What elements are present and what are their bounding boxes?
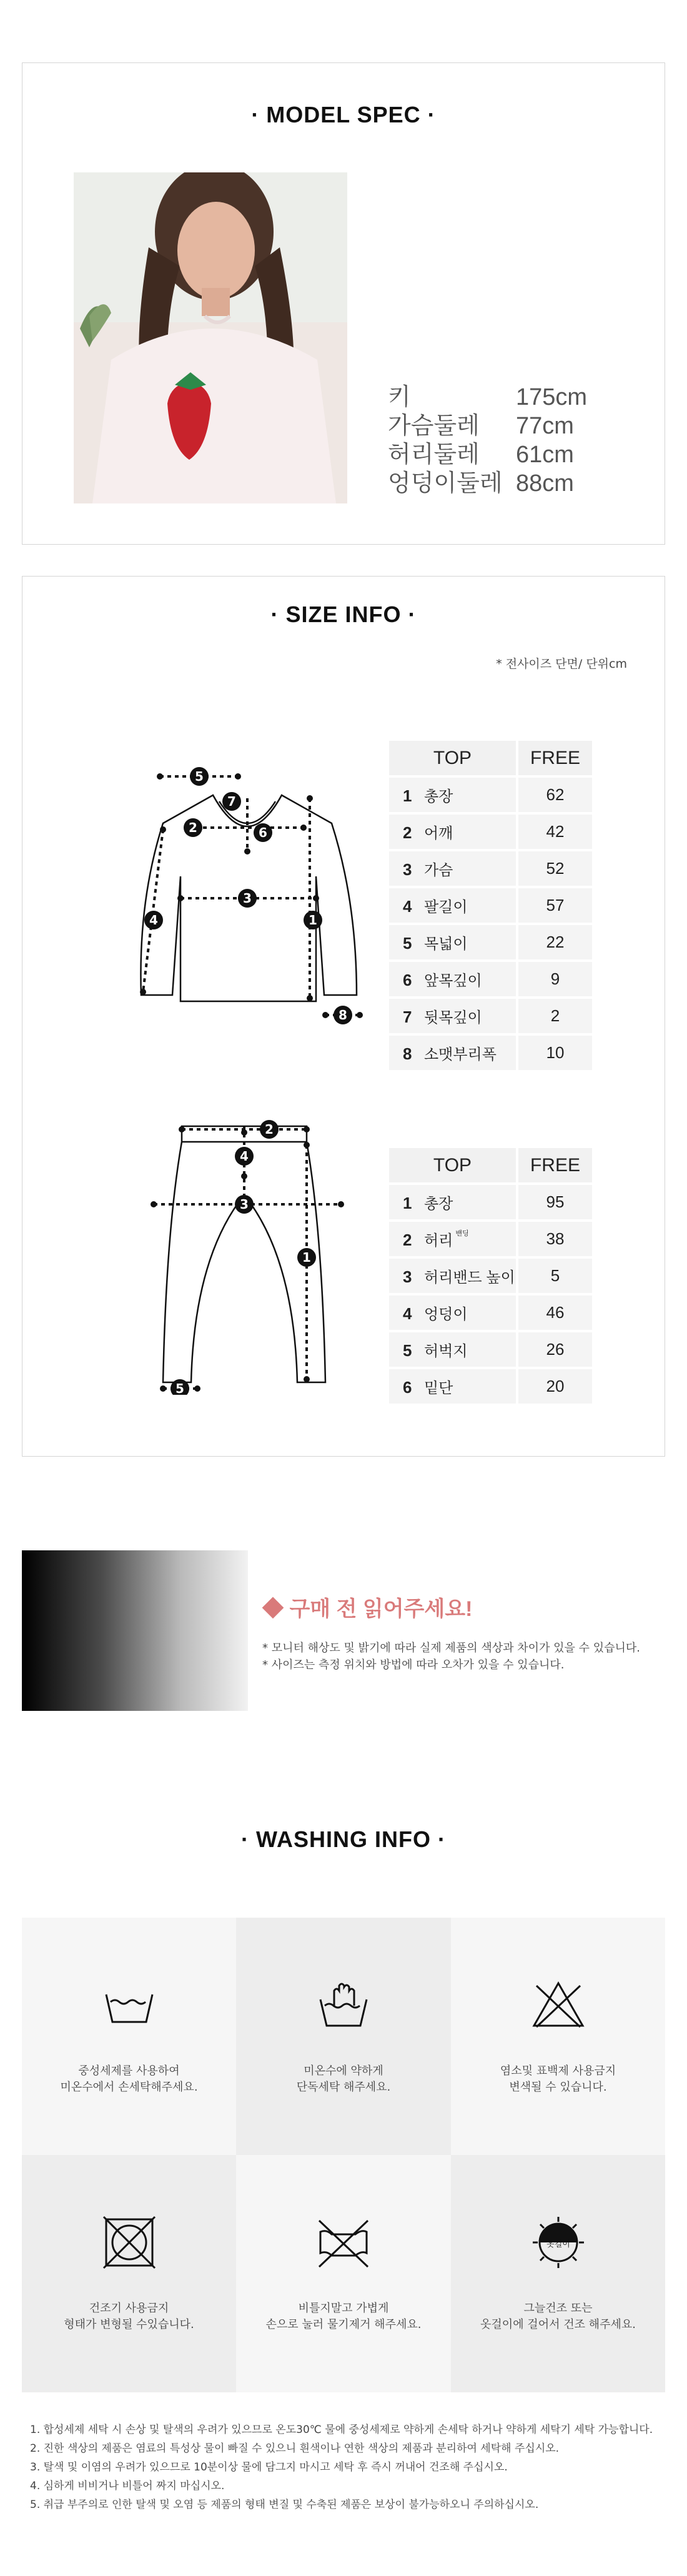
row-label: 허벅지 — [424, 1343, 468, 1360]
table-row — [389, 961, 592, 998]
diagram-number-8: 8 — [339, 1008, 347, 1023]
spec-value: 61cm — [516, 442, 574, 468]
no-wring-icon — [315, 2214, 372, 2271]
hand-wash-icon — [315, 1977, 372, 2033]
row-label: 뒷목깊이 — [424, 1009, 482, 1026]
shade-dry-icon — [530, 2214, 586, 2271]
row-number: 2 — [403, 823, 412, 842]
row-value: 5 — [517, 1257, 592, 1294]
row-label: 총장 — [424, 788, 453, 805]
table-row — [389, 998, 592, 1034]
diagram-number-7: 7 — [227, 794, 236, 809]
size-info-section — [22, 576, 665, 1457]
spec-row-height — [388, 383, 587, 412]
diagram-number-5: 5 — [195, 769, 204, 784]
row-number: 7 — [403, 1008, 412, 1026]
row-number: 3 — [403, 860, 412, 879]
spec-label: 엉덩이둘레 — [388, 470, 503, 497]
wash-cell — [236, 1918, 451, 2155]
wash-text: 중성세제를 사용하여 미온수에서 손세탁해주세요. — [60, 2064, 198, 2094]
footnote-line: 2. 진한 색상의 제품은 염료의 특성상 물이 빠질 수 있으니 흰색이나 연한 색상의 제품과 분리하여 세탁해 주십시오. — [30, 2442, 560, 2455]
diagram-number-4: 4 — [149, 913, 158, 928]
bottom-size-table — [389, 1148, 592, 1406]
unit-note: * 전사이즈 단면/ 단위cm — [496, 657, 627, 671]
shade-dry-icon-label: 옷걸이 — [546, 2240, 570, 2249]
wash-text: 미온수에 약하게 단독세탁 해주세요. — [296, 2064, 391, 2094]
wash-text: 비틀지말고 가볍게 손으로 눌러 물기제거 해주세요. — [265, 2302, 422, 2331]
table-row — [389, 850, 592, 887]
spec-label: 키 — [388, 384, 411, 410]
notice-lines — [262, 1640, 640, 1673]
table-row — [389, 1221, 592, 1257]
footnote-line: 1. 합성세제 세탁 시 손상 및 탈색의 우려가 있으므로 온도30℃ 물에 중성세제로 약하게 손세탁 하거나 약하게 세탁기 세탁 가능합니다. — [30, 2424, 653, 2436]
wash-cell — [22, 2155, 236, 2392]
washing-footnotes — [30, 2420, 653, 2514]
table-row — [389, 1331, 592, 1368]
size-info-title: · SIZE INFO · — [270, 602, 417, 627]
row-number: 5 — [403, 1341, 412, 1360]
spec-row-waist — [388, 440, 587, 469]
spec-label: 허리둘레 — [388, 442, 480, 468]
pants-number-5: 5 — [175, 1381, 184, 1395]
row-label: 총장 — [424, 1196, 453, 1212]
footnote-line: 5. 취급 부주의로 인한 탈색 및 오염 등 제품의 형태 변질 및 수축된 제품은 보상이 불가능하오니 주의하십시오. — [30, 2499, 539, 2511]
wash-cell — [451, 2155, 665, 2392]
spec-value: 77cm — [516, 413, 574, 439]
table-row — [389, 1184, 592, 1221]
row-number: 3 — [403, 1267, 412, 1286]
color-gradient-bar — [22, 1550, 248, 1711]
row-label: 앞목깊이 — [424, 973, 482, 989]
footnote-line: 4. 심하게 비비거나 비틀어 짜지 마십시오. — [30, 2480, 225, 2492]
wash-text: 염소및 표백제 사용금지 변색될 수 있습니다. — [500, 2064, 616, 2094]
table-header-free: FREE — [517, 1148, 592, 1184]
diagram-number-3: 3 — [243, 891, 252, 906]
model-spec-section — [22, 62, 665, 545]
row-number: 8 — [403, 1044, 412, 1063]
row-label: 어깨 — [424, 825, 453, 842]
diagram-number-2: 2 — [189, 820, 197, 835]
row-number: 5 — [403, 934, 412, 953]
row-value: 52 — [517, 850, 592, 887]
row-value: 2 — [517, 998, 592, 1034]
notice-line: * 모니터 해상도 및 밝기에 따라 실제 제품의 색상과 차이가 있을 수 있습니다. — [262, 1642, 641, 1655]
row-value: 10 — [517, 1034, 592, 1071]
row-number: 1 — [403, 786, 412, 805]
row-label: 엉덩이 — [424, 1306, 468, 1323]
table-row — [389, 813, 592, 850]
row-label: 가슴 — [424, 862, 453, 879]
row-value: 46 — [517, 1294, 592, 1331]
spec-value: 175cm — [516, 384, 588, 410]
pants-number-3: 3 — [240, 1197, 249, 1212]
spec-row-bust — [388, 412, 587, 440]
spec-label: 가슴둘레 — [388, 413, 480, 439]
table-row — [389, 887, 592, 924]
no-bleach-icon — [530, 1977, 586, 2033]
row-label: 소맷부리폭 — [424, 1046, 497, 1063]
footnote-line: 3. 탈색 및 이염의 우려가 있으므로 10분이상 물에 담그지 마시고 세탁 후 즉시 꺼내어 건조해 주십시오. — [30, 2461, 508, 2474]
table-header-top: TOP — [389, 1148, 517, 1184]
wash-cell — [451, 1918, 665, 2155]
notice-line: * 사이즈는 측정 위치와 방법에 따라 오차가 있을 수 있습니다. — [262, 1658, 565, 1672]
row-value: 95 — [517, 1184, 592, 1221]
row-label: 밑단 — [424, 1380, 453, 1397]
pants-number-2: 2 — [265, 1122, 274, 1137]
row-value: 22 — [517, 924, 592, 961]
table-header-free: FREE — [517, 741, 592, 776]
top-measure-diagram — [126, 758, 388, 1033]
row-value: 62 — [517, 776, 592, 813]
diagram-number-6: 6 — [259, 825, 267, 840]
row-number: 4 — [403, 897, 412, 916]
row-value: 42 — [517, 813, 592, 850]
table-row — [389, 924, 592, 961]
row-label: 팔길이 — [424, 899, 468, 916]
row-number: 6 — [403, 1378, 412, 1397]
washing-title: · WASHING INFO · — [241, 1826, 446, 1852]
pants-number-1: 1 — [302, 1250, 311, 1265]
row-value: 26 — [517, 1331, 592, 1368]
row-number: 6 — [403, 971, 412, 989]
row-value: 38 — [517, 1221, 592, 1257]
wash-tub-icon — [101, 1977, 157, 2033]
wash-text: 그늘건조 또는 옷걸이에 걸어서 건조 해주세요. — [480, 2302, 636, 2331]
pants-number-4: 4 — [240, 1149, 249, 1164]
wash-text: 건조기 사용금지 형태가 변형될 수있습니다. — [64, 2302, 194, 2331]
table-header-top: TOP — [389, 741, 517, 776]
row-label-suffix: 밴딩 — [455, 1230, 469, 1237]
top-size-table — [389, 741, 592, 1073]
table-row — [389, 776, 592, 813]
washing-grid — [22, 1918, 665, 2392]
spec-value: 88cm — [516, 470, 574, 497]
model-spec-title: · MODEL SPEC · — [251, 102, 436, 127]
row-value: 20 — [517, 1368, 592, 1405]
no-tumble-dry-icon — [101, 2214, 157, 2271]
model-photo-illustration — [74, 172, 347, 503]
table-row — [389, 1034, 592, 1071]
row-label: 허리 — [424, 1232, 453, 1249]
wash-cell — [236, 2155, 451, 2392]
model-spec-list — [388, 383, 587, 498]
row-number: 2 — [403, 1231, 412, 1249]
wash-cell — [22, 1918, 236, 2155]
diagram-number-1: 1 — [309, 913, 317, 928]
row-value: 57 — [517, 887, 592, 924]
row-number: 4 — [403, 1304, 412, 1323]
table-row — [389, 1294, 592, 1331]
row-value: 9 — [517, 961, 592, 998]
row-number: 1 — [403, 1194, 412, 1212]
row-label: 허리밴드 높이 — [424, 1269, 515, 1286]
model-photo — [74, 172, 347, 503]
notice-title: ◆ 구매 전 읽어주세요! — [262, 1597, 473, 1621]
table-row — [389, 1368, 592, 1405]
row-label: 목넓이 — [424, 936, 468, 953]
table-row — [389, 1257, 592, 1294]
pants-measure-diagram — [135, 1107, 347, 1395]
spec-row-hip — [388, 469, 587, 498]
